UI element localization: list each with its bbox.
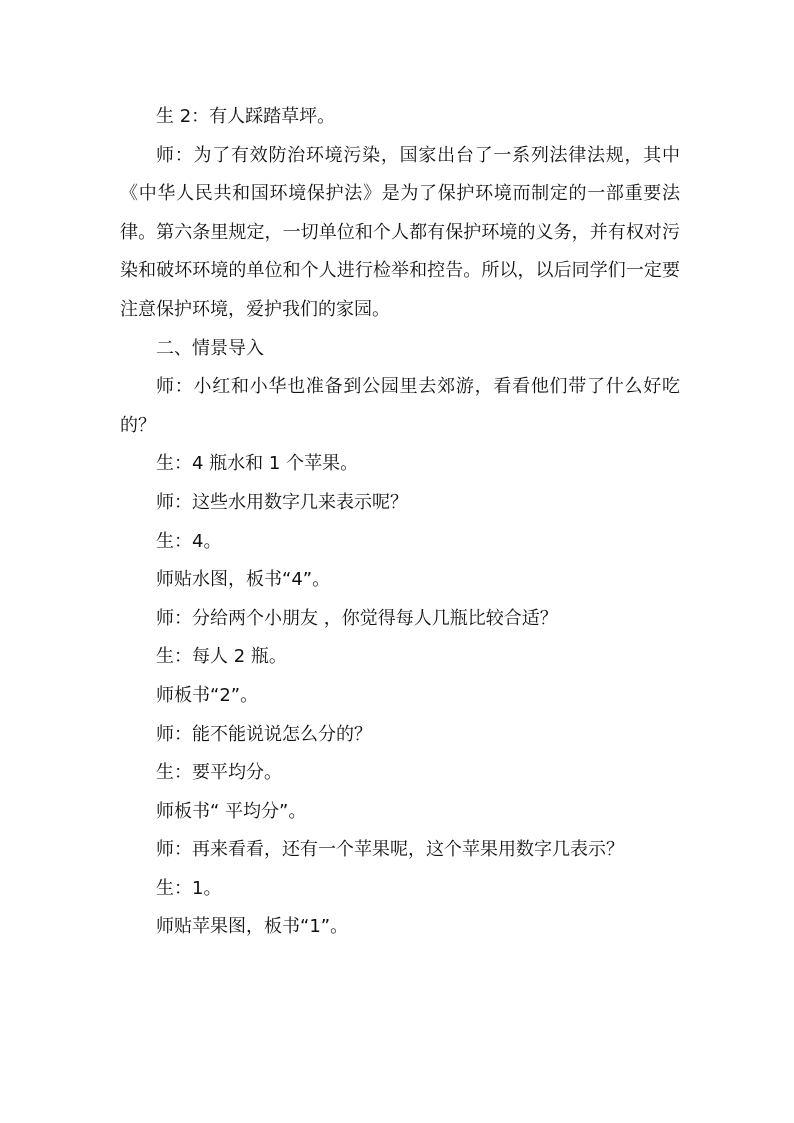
document-body xyxy=(120,98,680,947)
paragraph: 师：这些水用数字几来表示呢？ xyxy=(156,491,408,513)
paragraph: 师板书“ 平均分”。 xyxy=(156,800,307,822)
paragraph: 生：要平均分。 xyxy=(156,762,282,784)
paragraph: 师贴水图，板书“4”。 xyxy=(156,569,331,591)
paragraph: 生 2：有人踩踏草坪。 xyxy=(156,106,336,127)
paragraph: 生：每人 2 瓶。 xyxy=(156,646,287,668)
paragraph: 师：小红和小华也准备到公园里去郊游，看看他们带了什么好吃的？ xyxy=(120,376,680,436)
paragraph: 师板书“2”。 xyxy=(156,684,259,706)
paragraph: 生：1。 xyxy=(156,877,222,899)
paragraph: 师贴苹果图，板书“1”。 xyxy=(156,916,349,938)
paragraph: 师：再来看看，还有一个苹果呢，这个苹果用数字几表示？ xyxy=(156,839,624,861)
paragraph: 生：4。 xyxy=(156,530,222,552)
section-heading: 二、情景导入 xyxy=(156,337,264,359)
paragraph: 师：能不能说说怎么分的？ xyxy=(156,723,372,745)
paragraph: 师：分给两个小朋友 ，你觉得每人几瓶比较合适？ xyxy=(156,607,558,629)
paragraph: 生：4 瓶水和 1 个苹果。 xyxy=(156,453,359,475)
paragraph: 师：为了有效防治环境污染，国家出台了一系列法律法规，其中《中华人民共和国环境保护法》是为了保护环境而制定的一部重要法律。第六条里规定，一切单位和个人都有保护环境的义务，并有权对污染和破坏环境的单位和个人进行检举和控告。所以，以后同学们一定要注意保护环境，爱护我们的家园。 xyxy=(120,144,680,320)
